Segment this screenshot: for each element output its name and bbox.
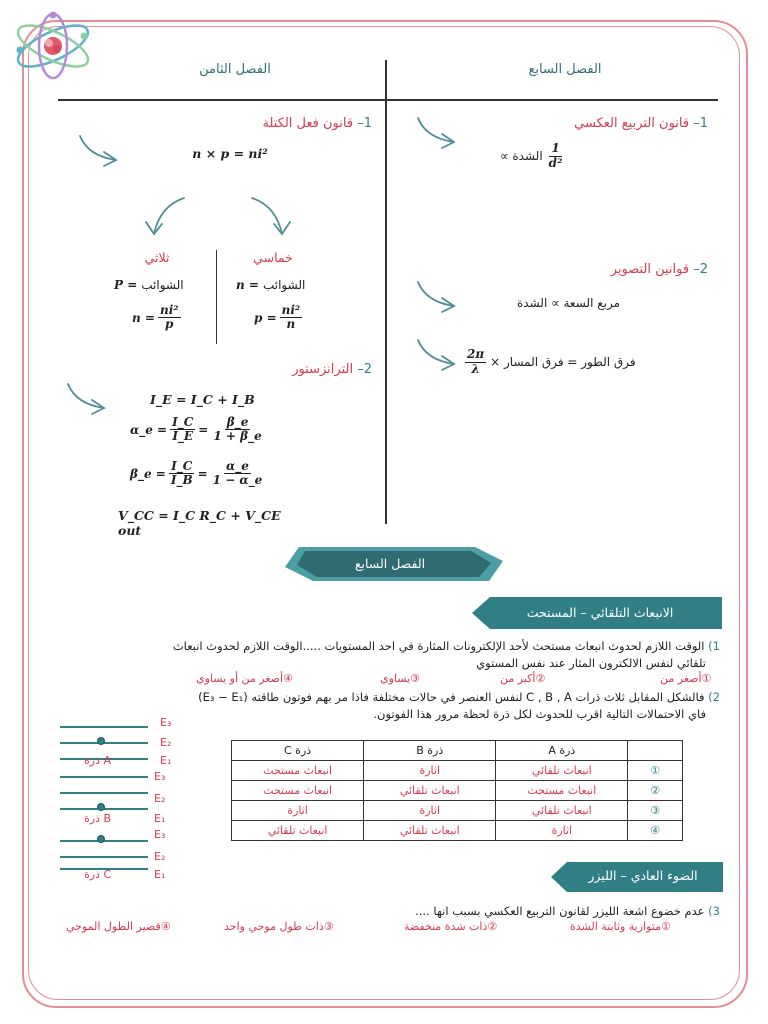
chapter-banner-text: الفصل السابع [354,556,426,571]
table-row[interactable]: ③ انبعاث تلقائي اثارة اثارة [232,801,683,821]
atom-c-label: ذرة C [84,868,112,881]
table-header-row: ذرة A ذرة B ذرة C [232,741,683,761]
atom-b-level-e2 [60,792,148,794]
arrow-icon [62,378,112,418]
emission-options-table [231,740,683,841]
impurity-divider [216,250,217,344]
q1-option-3[interactable]: ③يساوي [380,672,421,685]
col-header-chapter8: الفصل الثامن [199,62,271,77]
atom-b-electron [97,803,105,811]
inverse-square-law-title [480,116,708,131]
atom-a-electron [97,737,105,745]
atom-c-electron [97,835,105,843]
table-row[interactable]: ① انبعاث تلقائي اثارة انبعاث مستحث [232,761,683,781]
section-banner-laser-text: الضوء العادي – الليزر [588,868,698,883]
trivalent-label: ثلاثي [144,250,170,265]
amplitude-intensity-relation: مربع السعة ∝ الشدة [517,296,620,310]
q3-option-4[interactable]: ④قصير الطول الموجي [66,920,171,933]
penta-p-eq: p = $\frac{\text{ni²}}{n}$ [254,303,301,332]
law-number: 1– [693,116,708,131]
section-banner-emission-text: الانبعاث التلقائي – المستحث [526,605,674,620]
atom-a-label: ذرة A [84,754,112,767]
question-3: 3) عدم خضوع اشعة الليزر لقانون التربيع العكسي بسبب انها .... [415,904,720,918]
inverse-square-fraction: $\frac{1}{\text{d²}}$ [548,141,563,170]
atom-a-level-e3 [60,726,148,728]
arrow-down-left-icon [140,192,190,242]
current-sum-equation: I_E = I_C + I_B [150,392,255,407]
q3-option-3[interactable]: ③ذات طول موجي واحد [224,920,334,933]
q1-option-2[interactable]: ②أكبر من [500,672,546,685]
arrow-down-right-icon [246,192,296,242]
arrow-icon [412,334,462,374]
arrow-icon [74,130,124,170]
beta-equation: β_e = $\frac{I\_C}{I\_B}$ = $\frac{\alpha\_e}{1 - \alpha\_e}$ [130,459,263,488]
phase-path-text: فرق الطور = فرق المسار × [490,355,636,369]
header-divider [58,99,718,101]
question-2: 2) فالشكل المقابل ثلاث ذرات C , B , A لنفس العنصر في حالات مختلفة فاذا مر بهم فوتون طاقته (E₃ − E₁) فاي الاحتمالات التالية اقرب للحدوث لكل ذرة لحظة مرور هذا الفوتون. [198,690,720,721]
inverse-square-formula [500,136,600,176]
two-pi-over-lambda: $\frac{2\pi}{\lambda}$ [467,347,485,376]
atom-b-label: ذرة B [84,812,112,825]
q1-option-1[interactable]: ①أصغر من [660,672,712,685]
transistor-title: 2– الترانزستور [292,362,372,377]
column-divider [385,60,387,524]
atoms-energy-diagram: E₃ E₂ E₁ ذرة A E₃ E₂ E₁ ذرة B E₃ E₂ E₁ ذرة C [60,716,180,886]
alpha-equation: α_e = $\frac{I\_C}{I\_E}$ = $\frac{\beta\_e}{1 + \beta\_e}$ [130,415,262,444]
mass-action-law-title: 1– قانون فعل الكتلة [262,116,372,131]
atom-c-level-e2 [60,856,148,858]
imaging-laws-title: 2– قوانين التصوير [610,262,708,277]
mass-action-equation: n × p = ni² [192,146,268,161]
atom-b-level-e3 [60,776,148,778]
col-header-chapter7: الفصل السابع [528,62,602,77]
phase-difference-formula [465,342,665,382]
tri-impurity-eq: P = الشوائب [114,278,184,292]
tri-n-eq: n = $\frac{\text{ni²}}{p}$ [132,303,179,332]
pentavalent-label: خماسي [253,250,293,265]
question-1: 1) الوقت اللازم لحدوث انبعاث مستحث لأحد الإلكترونات المثارة في احد المستويات .....الوقت اللازم لحدوث انبعاث تلقائي لنفس الالكترون المثار عند نفس المستوي [172,639,720,670]
atom-logo-icon [8,8,98,84]
arrow-icon [412,112,462,152]
penta-impurity-eq: n = الشوائب [236,278,306,292]
law-title: قانون التربيع العكسي [574,116,690,131]
table-row[interactable]: ④ اثارة انبعاث تلقائي انبعاث تلقائي [232,821,683,841]
intensity-proportional: الشدة ∝ [500,149,543,163]
vcc-equation: V_CC = I_C R_C + V_CE out [118,508,281,538]
q3-option-1[interactable]: ①متوازية وثابتة الشدة [570,920,671,933]
q3-option-2[interactable]: ②ذات شدة منخفضة [404,920,498,933]
table-row[interactable]: ② انبعاث مستحث انبعاث تلقائي انبعاث مستحث [232,781,683,801]
arrow-icon [412,276,462,316]
q1-option-4[interactable]: ④أصغر من أو يساوي [196,672,293,685]
